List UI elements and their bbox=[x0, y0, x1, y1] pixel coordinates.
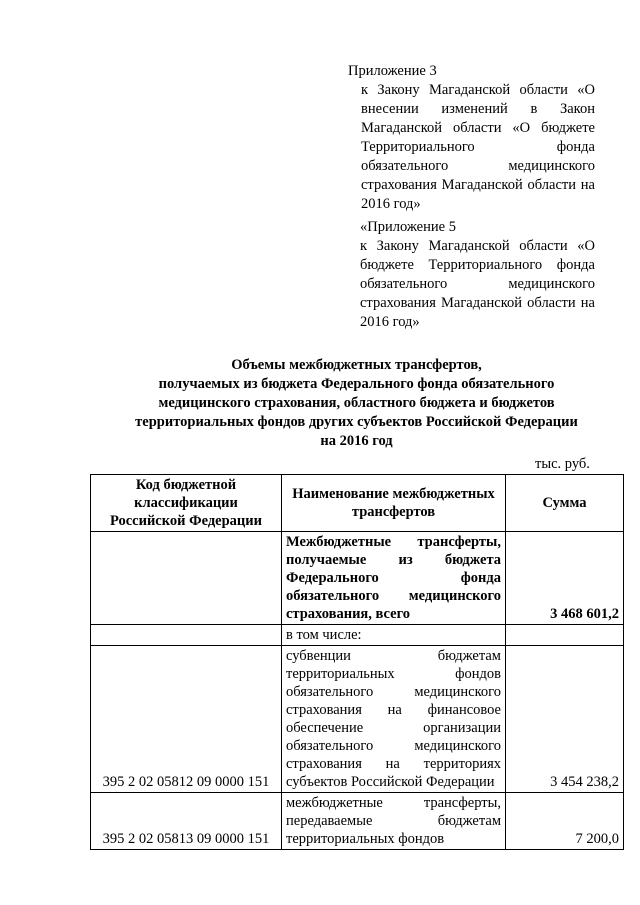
appendix-3-note bbox=[348, 62, 595, 214]
row-name: Межбюджетные трансферты, получаемые из бюджета Федерального фонда обязательного медицинского страхования, всего bbox=[282, 532, 506, 625]
row-sum: 3 454 238,2 bbox=[506, 646, 624, 793]
row-name: в том числе: bbox=[282, 625, 506, 646]
row-name: субвенции бюджетам территориальных фондов обязательного медицинского страхования на финансовое обеспечение организации обязательного медицинского страхования на территориях субъектов Российской Федерации bbox=[282, 646, 506, 793]
row-sum: 3 468 601,2 bbox=[506, 532, 624, 625]
table-row bbox=[91, 625, 624, 646]
units-label: тыс. руб. bbox=[535, 456, 590, 472]
header-code: Код бюджетной классификации Российской Федерации bbox=[91, 475, 282, 532]
table-row bbox=[91, 646, 624, 793]
table-header-row bbox=[91, 475, 624, 532]
appendix-5-body: к Закону Магаданской области «О бюджете Территориального фонда обязательного медицинского страхования Магаданской области на 2016 год» bbox=[360, 238, 595, 330]
row-name: межбюджетные трансферты, передаваемые бюджетам территориальных фондов bbox=[282, 793, 506, 850]
title-line: медицинского страхования, областного бюджета и бюджетов bbox=[158, 395, 555, 411]
header-sum: Сумма bbox=[506, 475, 624, 532]
transfers-table bbox=[90, 474, 624, 850]
table-row bbox=[91, 793, 624, 850]
row-code: 395 2 02 05812 09 0000 151 bbox=[91, 646, 282, 793]
title-line: получаемых из бюджета Федерального фонда обязательного bbox=[158, 376, 555, 392]
row-sum bbox=[506, 625, 624, 646]
title-line: Объемы межбюджетных трансфертов, bbox=[231, 357, 482, 373]
appendix-5-header: «Приложение 5 bbox=[360, 219, 456, 235]
row-code bbox=[91, 625, 282, 646]
row-sum: 7 200,0 bbox=[506, 793, 624, 850]
table-row bbox=[91, 532, 624, 625]
appendix-3-header: Приложение 3 bbox=[348, 63, 437, 79]
row-code bbox=[91, 532, 282, 625]
document-title bbox=[90, 356, 623, 451]
appendix-5-note bbox=[360, 218, 595, 332]
title-line: территориальных фондов других субъектов Российской Федерации bbox=[135, 414, 578, 430]
appendix-3-body: к Закону Магаданской области «О внесении изменений в Закон Магаданской области «О бюджете Территориального фонда обязательного медицинского страхования Магаданской области на 2016 год» bbox=[361, 82, 595, 212]
header-name: Наименование межбюджетных трансфертов bbox=[282, 475, 506, 532]
title-line: на 2016 год bbox=[320, 433, 393, 449]
row-code: 395 2 02 05813 09 0000 151 bbox=[91, 793, 282, 850]
